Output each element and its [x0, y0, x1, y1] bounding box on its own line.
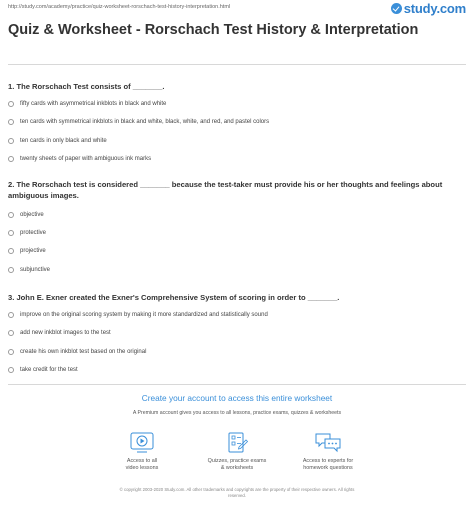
copyright-line2: reserved.	[228, 493, 246, 498]
page-url: http://study.com/academy/practice/quiz-worksheet-rorschach-test-history-interpretation.html	[8, 4, 231, 10]
feature-quizzes-line2: & worksheets	[220, 465, 254, 471]
radio-button[interactable]	[8, 156, 14, 162]
question-1-text: 1. The Rorschach Test consists of _______.	[8, 82, 165, 91]
feature-experts	[288, 432, 368, 472]
cta-divider	[8, 384, 466, 385]
q2-option-c[interactable]	[8, 245, 46, 256]
q2-option-d[interactable]	[8, 264, 50, 275]
study-logo[interactable]	[391, 1, 466, 15]
option-label: create his own inkblot test based on the original	[20, 348, 147, 355]
option-label: objective	[20, 211, 44, 218]
study-logo-text: study.com	[403, 0, 466, 16]
q1-option-c[interactable]	[8, 135, 107, 146]
feature-video-line1: Access to all	[126, 458, 158, 464]
option-label: ten cards with symmetrical inkblots in black and white, black, white, and red, and pastel colors	[20, 118, 270, 125]
video-play-icon	[130, 432, 154, 454]
q1-option-b[interactable]	[8, 116, 269, 127]
premium-description: A Premium account gives you access to all lessons, practice exams, quizzes & worksheets	[132, 410, 342, 416]
q2-option-b[interactable]	[8, 227, 46, 238]
question-2-text: 2. The Rorschach test is considered _______ because the test-taker must provide his or her thoughts and feelings about ambiguous images.	[8, 180, 443, 200]
copyright-footer	[0, 487, 474, 499]
radio-button[interactable]	[8, 119, 14, 125]
option-label: fifty cards with asymmetrical inkblots in black and white	[20, 100, 167, 107]
radio-button[interactable]	[8, 312, 14, 318]
option-label: subjunctive	[20, 266, 51, 273]
feature-quizzes-line1: Quizzes, practice exams	[207, 458, 267, 464]
title-divider	[8, 64, 466, 65]
radio-button[interactable]	[8, 367, 14, 373]
radio-button[interactable]	[8, 101, 14, 107]
option-label: add new inkblot images to the test	[20, 329, 111, 336]
q2-option-a[interactable]	[8, 209, 44, 220]
radio-button[interactable]	[8, 248, 14, 254]
radio-button[interactable]	[8, 330, 14, 336]
option-label: projective	[20, 247, 46, 254]
question-3-text: 3. John E. Exner created the Exner's Comprehensive System of scoring in order to _______.	[8, 293, 340, 302]
option-label: take credit for the test	[20, 366, 78, 373]
study-logo-icon	[391, 3, 402, 14]
radio-button[interactable]	[8, 138, 14, 144]
quiz-icon	[225, 432, 249, 454]
q3-option-b[interactable]	[8, 327, 111, 338]
create-account-link[interactable]: Create your account to access this entire worksheet	[141, 393, 333, 403]
radio-button[interactable]	[8, 212, 14, 218]
option-label: protective	[20, 229, 47, 236]
copyright-line1: © copyright 2003-2020 Study.com. All other trademarks and copyrights are the property of their respective owners. All rights	[119, 487, 355, 492]
q1-option-d[interactable]	[8, 153, 151, 164]
q3-option-c[interactable]	[8, 346, 146, 357]
feature-quizzes	[197, 432, 277, 472]
feature-experts-line2: homework questions	[303, 465, 353, 471]
q1-option-a[interactable]	[8, 98, 166, 109]
option-label: improve on the original scoring system by making it more standardized and statistically sound	[20, 311, 268, 318]
feature-experts-line1: Access to experts for	[302, 458, 354, 464]
radio-button[interactable]	[8, 267, 14, 273]
radio-button[interactable]	[8, 230, 14, 236]
q3-option-a[interactable]	[8, 309, 268, 320]
radio-button[interactable]	[8, 349, 14, 355]
feature-video-lessons	[102, 432, 182, 472]
page-title: Quiz & Worksheet - Rorschach Test History & Interpretation	[8, 22, 419, 38]
feature-video-line2: video lessons	[125, 465, 159, 471]
q3-option-d[interactable]	[8, 364, 78, 375]
top-bar	[0, 0, 474, 16]
chat-bubbles-icon	[315, 432, 341, 454]
option-label: twenty sheets of paper with ambiguous ink marks	[20, 155, 152, 162]
option-label: ten cards in only black and white	[20, 137, 107, 144]
